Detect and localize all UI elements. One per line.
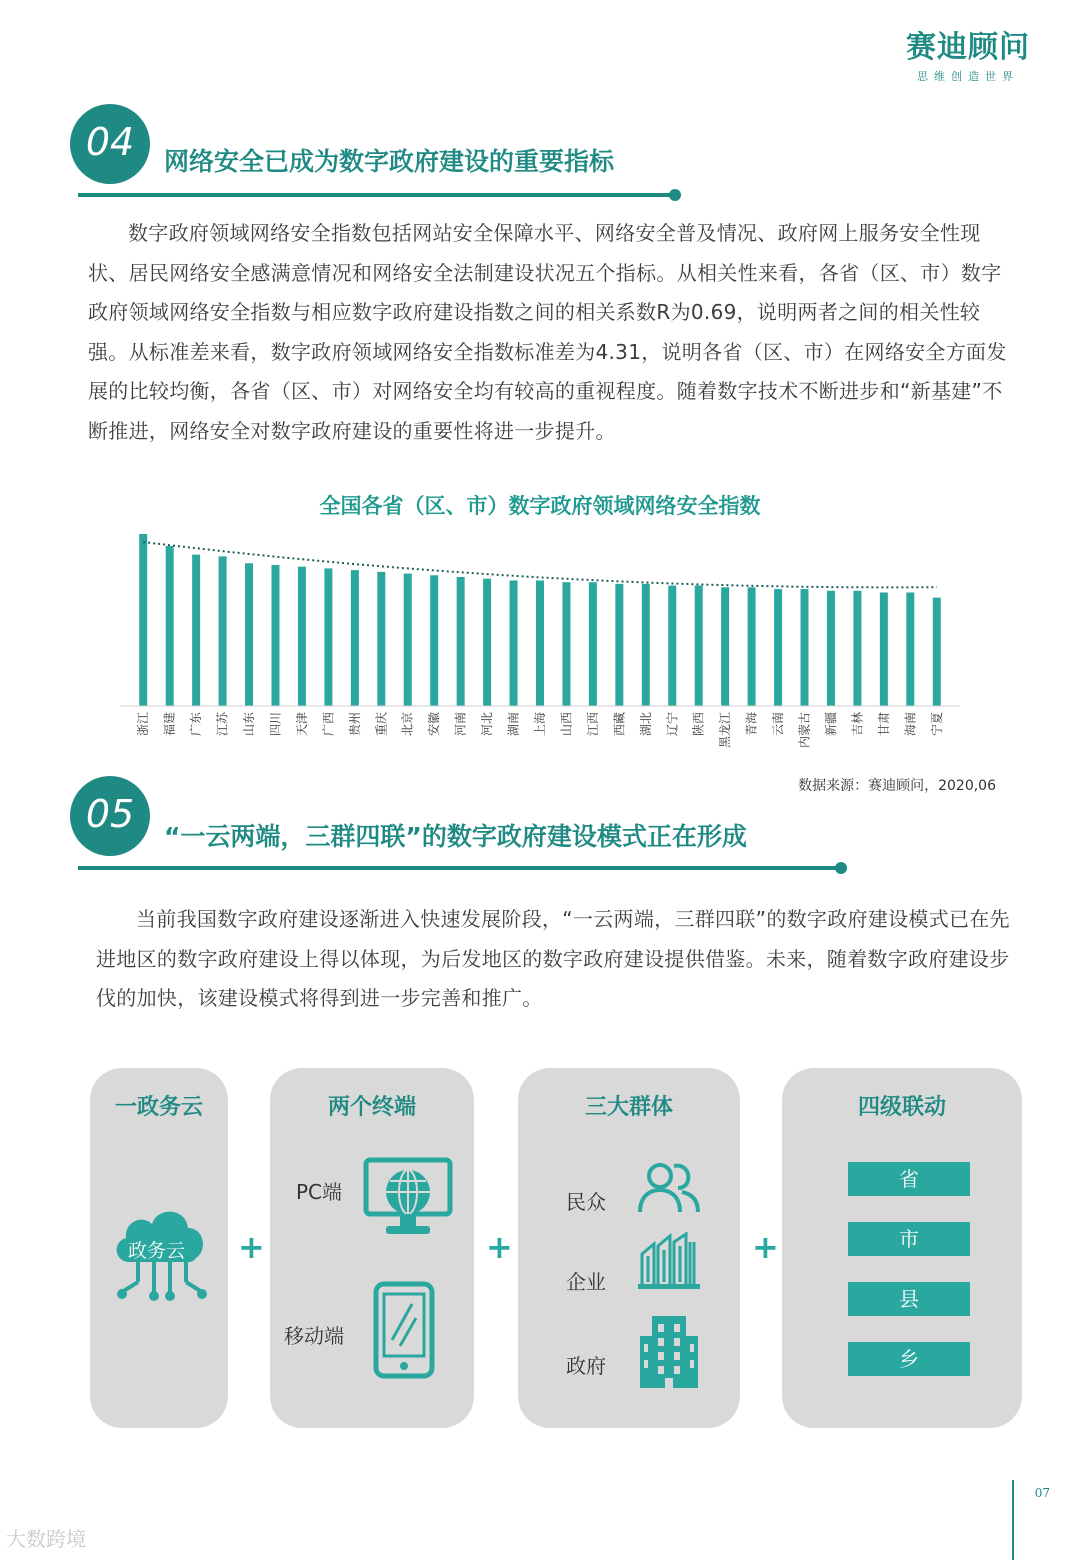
- x-tick-label-24: 云南: [771, 712, 786, 737]
- x-tick-label-25: 内蒙古: [797, 712, 812, 749]
- bar-17: [589, 582, 597, 706]
- footer-watermark: 大数跨境: [6, 1527, 86, 1551]
- pc-monitor-icon: [362, 1154, 454, 1242]
- bar-22: [721, 587, 729, 706]
- bar-15: [536, 580, 544, 706]
- x-tick-label-18: 西藏: [612, 712, 627, 737]
- x-tick-label-29: 海南: [903, 712, 918, 737]
- x-tick-label-6: 天津: [294, 712, 309, 737]
- plus-sign-2: +: [486, 1228, 513, 1266]
- bar-3: [219, 556, 227, 706]
- bar-18: [615, 584, 623, 706]
- bar-7: [324, 568, 332, 706]
- x-tick-label-2: 广东: [189, 712, 204, 737]
- bar-4: [245, 563, 253, 706]
- x-tick-label-13: 河北: [480, 712, 495, 737]
- panel-levels-title: 四级联动: [857, 1095, 946, 1120]
- level-city: 市: [848, 1222, 970, 1256]
- level-township: 乡: [848, 1342, 970, 1376]
- bar-12: [457, 577, 465, 706]
- bar-9: [377, 572, 385, 706]
- bar-24: [774, 589, 782, 706]
- x-tick-label-22: 黑龙江: [718, 712, 733, 749]
- x-tick-label-26: 新疆: [823, 712, 838, 737]
- section5-paragraph: 当前我国数字政府建设逐渐进入快速发展阶段，“一云两端，三群四联”的数字政府建设模式已在先进地区的数字政府建设上得以体现，为后发地区的数字政府建设提供借鉴。未来，随着数字政府建设步伐的加快，该建设模式将得到进一步完善和推广。: [96, 907, 1010, 1010]
- bar-30: [933, 598, 941, 706]
- panel-levels: [782, 1068, 1022, 1428]
- x-tick-label-19: 湖北: [638, 712, 653, 737]
- section4-number-badge: [70, 104, 150, 184]
- government-label: 政府: [566, 1354, 606, 1378]
- section4-title: 网络安全已成为数字政府建设的重要指标: [164, 147, 615, 176]
- level-province: 省: [848, 1162, 970, 1196]
- bar-1: [166, 546, 174, 706]
- section5-number: 05: [85, 792, 135, 836]
- panel-gov-cloud: [90, 1068, 228, 1428]
- pc-label: PC端: [296, 1180, 343, 1204]
- section4-divider: [78, 193, 676, 197]
- level-county: 县: [848, 1282, 970, 1316]
- plus-sign-3: +: [752, 1228, 779, 1266]
- x-tick-label-8: 贵州: [347, 712, 362, 737]
- section5-number-badge: [70, 776, 150, 856]
- bar-11: [430, 575, 438, 706]
- section4-number: 04: [85, 120, 135, 164]
- bar-26: [827, 591, 835, 706]
- brand-logo: [906, 22, 1030, 84]
- bar-10: [404, 574, 412, 706]
- bar-23: [748, 587, 756, 706]
- bar-20: [668, 586, 676, 706]
- x-tick-label-21: 陕西: [691, 712, 706, 737]
- x-tick-label-20: 辽宁: [665, 712, 680, 737]
- mobile-label: 移动端: [284, 1324, 344, 1348]
- plus-sign-1: +: [238, 1228, 265, 1266]
- data-source: 数据来源：赛迪顾问，2020,06: [798, 778, 996, 794]
- x-tick-label-5: 四川: [268, 712, 283, 737]
- x-tick-label-14: 湖南: [506, 712, 521, 737]
- bar-2: [192, 555, 200, 706]
- cloud-label: 政务云: [128, 1240, 186, 1262]
- x-tick-label-3: 江苏: [215, 712, 230, 737]
- panel-groups: [518, 1068, 740, 1428]
- people-label: 民众: [566, 1190, 606, 1214]
- people-icon: [636, 1160, 702, 1216]
- government-building-icon: [638, 1314, 700, 1390]
- bar-chart: [120, 528, 960, 758]
- x-tick-label-10: 北京: [400, 712, 415, 737]
- page-divider: [1012, 1480, 1014, 1560]
- chart-title: 全国各省（区、市）数字政府领域网络安全指数: [319, 494, 761, 518]
- bar-13: [483, 579, 491, 706]
- bar-29: [906, 592, 914, 706]
- enterprise-label: 企业: [566, 1270, 606, 1294]
- bar-8: [351, 570, 359, 706]
- x-tick-label-23: 青海: [744, 712, 759, 737]
- bar-14: [510, 580, 518, 706]
- x-tick-label-15: 上海: [533, 712, 547, 737]
- bar-0: [139, 534, 147, 706]
- brand-name: 赛迪顾问: [906, 30, 1030, 65]
- bar-28: [880, 592, 888, 706]
- section5-divider: [78, 866, 842, 870]
- bar-16: [562, 582, 570, 706]
- bar-6: [298, 567, 306, 706]
- panel-gov-cloud-title: 一政务云: [114, 1095, 203, 1120]
- panel-terminals-title: 两个终端: [327, 1095, 416, 1120]
- bar-5: [271, 565, 279, 706]
- x-tick-label-16: 山西: [559, 712, 574, 737]
- x-tick-label-28: 甘肃: [876, 712, 891, 737]
- x-tick-label-12: 河南: [453, 712, 468, 737]
- x-tick-label-17: 江西: [585, 712, 600, 737]
- x-tick-label-0: 浙江: [136, 712, 151, 737]
- x-tick-label-11: 安徽: [427, 712, 442, 737]
- panel-groups-title: 三大群体: [584, 1095, 673, 1120]
- x-tick-label-30: 宁夏: [929, 712, 944, 737]
- x-tick-label-27: 吉林: [850, 712, 865, 737]
- page-number: 07: [1034, 1486, 1050, 1500]
- bar-19: [642, 584, 650, 706]
- panel-terminals: [270, 1068, 474, 1428]
- x-tick-label-4: 山东: [242, 712, 257, 737]
- bar-21: [695, 586, 703, 706]
- mobile-phone-icon: [372, 1280, 436, 1380]
- bar-25: [801, 589, 809, 706]
- x-tick-label-9: 重庆: [374, 712, 389, 737]
- x-tick-label-1: 福建: [162, 712, 177, 737]
- bar-27: [853, 591, 861, 706]
- enterprise-building-icon: [638, 1232, 700, 1290]
- x-tick-label-7: 广西: [321, 712, 336, 737]
- section4-paragraph: 数字政府领域网络安全指数包括网站安全保障水平、网络安全普及情况、政府网上服务安全性现状、居民网络安全感满意情况和网络安全法制建设状况五个指标。从相关性来看，各省（区、市）数字政府领域网络安全指数与相应数字政府建设指数之间的相关系数R为0.69，说明两者之间的相关性较强。从标准差来看，数字政府领域网络安全指数标准差为4.31，说明各省（区、市）在网络安全方面发展的比较均衡，各省（区、市）对网络安全均有较高的重视程度。随着数字技术不断进步和“新基建”不断推进，网络安全对数字政府建设的重要性将进一步提升。: [88, 221, 1007, 443]
- section5-title: “一云两端，三群四联”的数字政府建设模式正在形成: [164, 822, 747, 851]
- brand-slogan: 思维创造世界: [917, 70, 1019, 83]
